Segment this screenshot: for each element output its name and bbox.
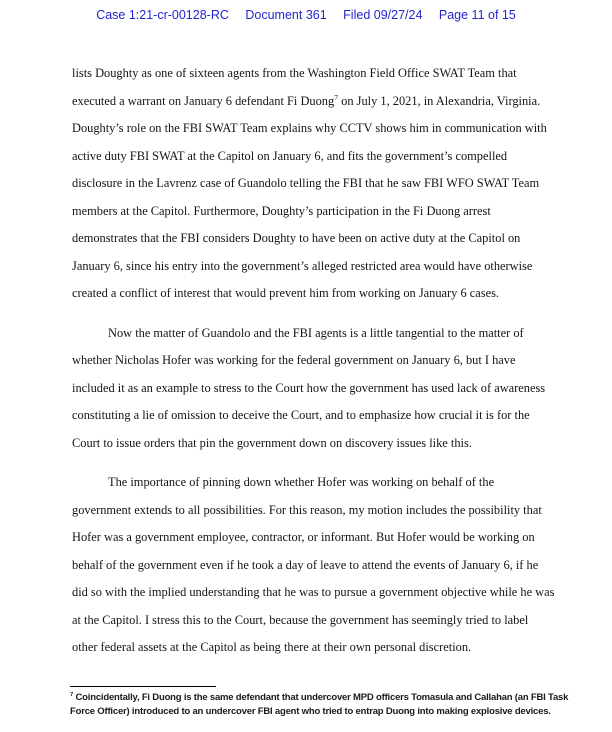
filed-date: Filed 09/27/24 [343,8,423,22]
text-line: government extends to all possibilities. For this reason, my motion includes the possibility that [72,502,542,517]
text-line: behalf of the government even if he took a day of leave to attend the events of January 6, if he [72,557,539,572]
page-number: Page 11 of 15 [438,8,516,22]
text-line: demonstrates that the FBI considers Doughty to have been on active duty at the Capitol on [72,231,521,245]
text-segment: Coincidentally, Fi Duong is the same defendant that undercover MPD officers Tomasula and Callahan (an FBI Task [73,692,569,703]
text-line: active duty FBI SWAT at the Capitol on January 6, and fits the government’s compelled [72,148,508,163]
text-line: Doughty’s role on the FBI SWAT Team explains why CCTV shows him in communication with [72,121,547,135]
text-line: lists Doughty as one of sixteen agents from the Washington Field Office SWAT Team that [72,66,517,80]
text-line: The importance of pinning down whether Hofer was working on behalf of the [108,475,495,489]
text-line [72,88,544,116]
paragraph-2 [72,320,544,458]
document-body [72,60,555,662]
document-number: Document 361 [245,8,327,22]
text-line: Now the matter of Guandolo and the FBI agents is a little tangential to the matter of [108,325,524,340]
text-line: members at the Capitol. Furthermore, Doughty’s participation in the Fi Duong arrest [72,203,491,218]
text-line: created a conflict of interest that would prevent him from working on January 6 cases. [72,286,499,300]
text-segment: on July 1, 2021, in Alexandria, Virginia. [338,93,541,108]
text-line: constituting a lie of omission to deceive the Court, and to emphasize how crucial it is for the [72,408,530,422]
footnote [70,691,569,718]
paragraph-1 [72,60,547,308]
text-line: Court to issue orders that pin the government down on discovery issues like this. [72,435,472,450]
text-line: Hofer was a government employee, contractor, or informant. But Hofer would be working on [72,530,535,544]
text-line: disclosure in the Lavrenz case of Guandolo telling the FBI that he saw FBI WFO SWAT Team [72,176,540,190]
footnote-reference: 7 [334,92,339,102]
text-line: January 6, since his entry into the government’s alleged restricted area would have otherwise [72,258,533,273]
paragraph-3 [72,469,555,662]
text-line: whether Nicholas Hofer was working for the federal government on January 6, but I have [72,353,516,367]
text-line: at the Capitol. I stress this to the Court, because the government has seemingly tried to label [72,612,529,627]
court-stamp-header [0,8,612,22]
text-line: other federal assets at the Capitol as being there at their own personal discretion. [72,640,472,654]
text-segment: executed a warrant on January 6 defendant Fi Duong [72,93,335,108]
footnote-reference: 7 [70,691,74,698]
text-line: did so with the implied understanding that he was to pursue a government objective while he was [72,585,555,599]
text-line: included it as an example to stress to the Court how the government has used lack of awareness [72,380,546,395]
case-number: Case 1:21-cr-00128-RC [96,8,229,22]
text-line: Force Officer) introduced to an undercover FBI agent who tried to entrap Duong into making explosive devices. [70,705,551,717]
text-line [70,691,569,705]
footnote-separator [70,686,216,687]
